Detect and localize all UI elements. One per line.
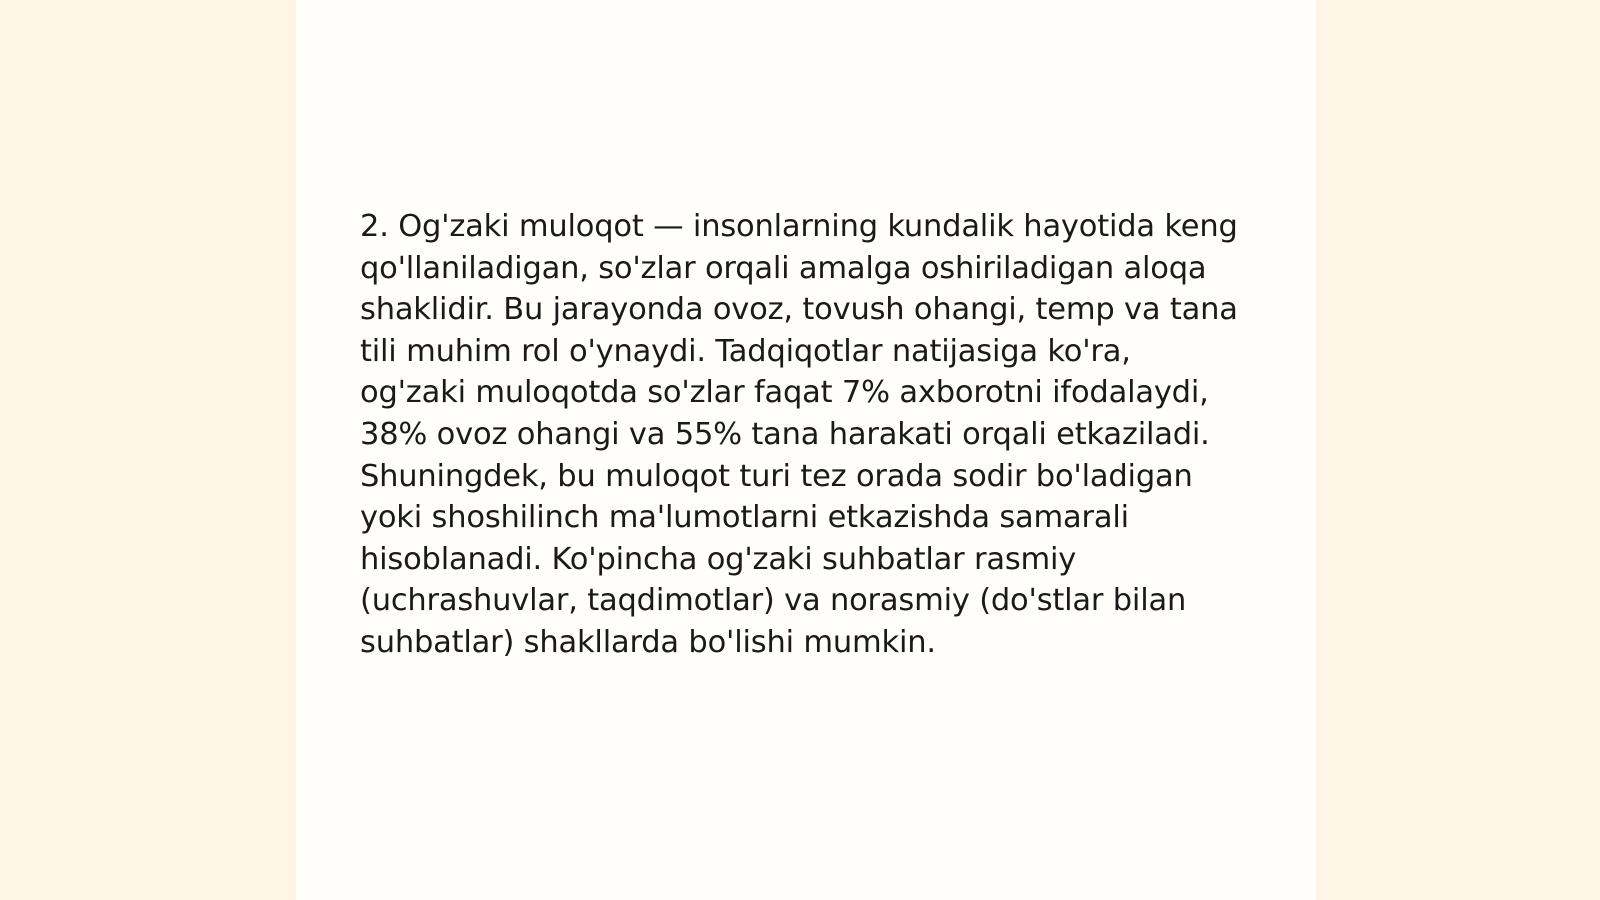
- slide-body-text: 2. Og'zaki muloqot — insonlarning kundalik hayotida keng qo'llaniladigan, so'zlar orqali amalga oshiriladigan aloqa shaklidir. Bu jarayonda ovoz, tovush ohangi, temp va tana tili muhim rol o'ynaydi. Tadqiqotlar natijasiga ko'ra, og'zaki muloqotda so'zlar faqat 7% axborotni ifodalaydi, 38% ovoz ohangi va 55% tana harakati orqali etkaziladi. Shuningdek, bu muloqot turi tez orada sodir bo'ladigan yoki shoshilinch ma'lumotlarni etkazishda samarali hisoblanadi. Ko'pincha og'zaki suhbatlar rasmiy (uchrashuvlar, taqdimotlar) va norasmiy (do'stlar bilan suhbatlar) shakllarda bo'lishi mumkin.: [360, 209, 1238, 660]
- slide: [296, 0, 1316, 900]
